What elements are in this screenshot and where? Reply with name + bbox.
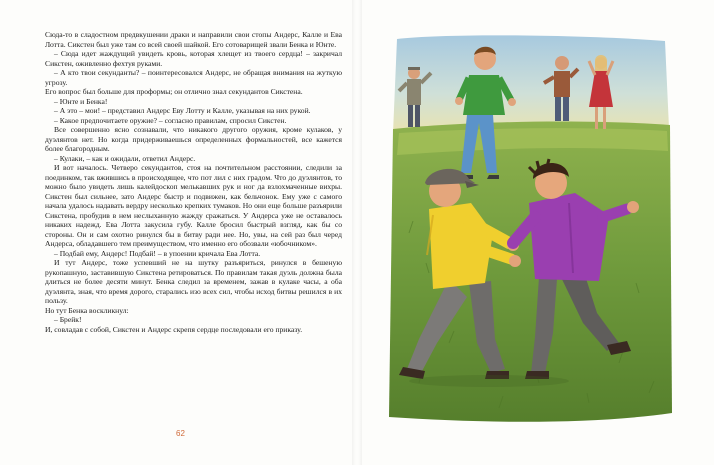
paragraph: – А это – мои! – представил Андерс Еву Лотту и Калле, указывая на них рукой. [54,106,311,115]
paragraph: – А кто твои секунданты? – поинтересовался Андерс, не обращая внимания на жуткую угрозу. [45,68,342,87]
paragraph: – Брейк! [54,315,82,324]
book-gutter [352,0,362,465]
paragraph: – Какое предпочитаете оружие? – согласно правилам, спросил Сикстен. [54,115,287,125]
left-page-text [45,30,342,334]
paragraph: Его вопрос был больше для проформы; он отлично знал секундантов Сикстена. [45,87,303,96]
paragraph: – Юнте и Бенка! [54,96,108,106]
duel-illustration [389,33,672,425]
paragraph: Но тут Бенка воскликнул: [45,305,129,315]
paragraph: И тут Андерс, тоже успевший не на шутку разъяриться, ринулся в бешеную рукопашную, заставившую Сикстена ретироваться. По правилам такая дуэль должна была длиться не более десяти минут. Бенка следил за временем, зажав в кулаке часы, а оба дуэлянта, зная, что время дорого, старались изо всех сил, чтобы исход битвы решился в их пользу. [45,258,342,305]
paragraph: Сюда-то в сладостном предвкушении драки и направили свои стопы Андерс, Калле и Ева Лотта. Сикстен был уже там со всей своей шайкой. Его сотоварищей звали Бенка и Юнте. [45,30,342,49]
paragraph: Все совершенно ясно сознавали, что никакого другого оружия, кроме кулаков, у дуэлянтов нет. Но когда придерживаешься определенных формальностей, все кажется более благородным. [45,125,342,153]
paragraph: И, совладав с собой, Сикстен и Андерс скрепя сердце последовали его приказу. [45,324,303,334]
paragraph: И вот началось. Четверо секундантов, стоя на почтительном расстоянии, следили за поединком, так вжившись в происходящее, что пот лил с них градом. Что до дуэлянтов, то можно было увидеть лишь калейдоскоп мелькавших рук и ног да взлохмаченные вихры. Сикстен был сильнее, зато Андерс быстр и подвижен, как бельчонок. Ему уже с самого начала удалось надавать вердрy несколько крепких тумаков. Но они еще больше разъярили Сикстена, пробудив в нем неслыханную жажду сражаться. У Андерса уже не оставалось никаких надежд. Ева Лотта закусила губу. Калле бросил быстрый взгляд, как бы со стороны. Он и сам охотно ринулся бы в битву ради нее. Но, увы, на сей раз был черед Андерса, обладавшего тем преимуществом, что именно его обозвали «юбочником». [45,163,342,248]
paragraph: – Подбай ему, Андерс! Подбай! – в упоении кричала Ева Лотта. [54,248,261,258]
paragraph: – Кулаки, – как и ожидали, ответил Андерс. [54,153,196,163]
page-number: 62 [176,429,185,438]
paragraph: – Сюда идет жаждущий увидеть кровь, которая хлещет из твоего сердца! – закричал Сикстен, оживленно фехтуя руками. [45,49,342,68]
